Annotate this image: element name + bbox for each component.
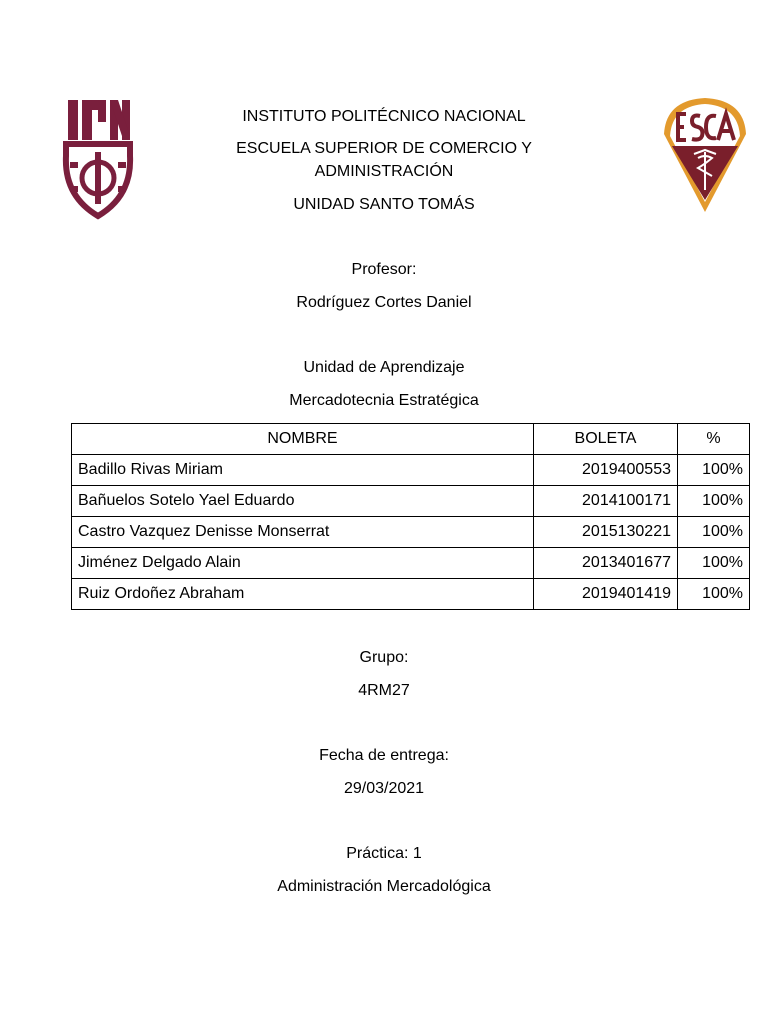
professor-label: Profesor: [351,261,417,278]
column-header-percent: % [678,424,750,455]
group-label: Grupo: [359,649,409,666]
member-percent: 100% [678,548,750,579]
member-boleta: 2013401677 [534,548,678,579]
member-name: Ruiz Ordoñez Abraham [72,579,534,610]
school-name-line2: ADMINISTRACIÓN [314,163,454,180]
member-name: Castro Vazquez Denisse Monserrat [72,517,534,548]
member-name: Jiménez Delgado Alain [72,548,534,579]
members-table [71,423,750,610]
practice-label: Práctica: 1 [346,845,422,862]
due-date-label: Fecha de entrega: [319,747,449,764]
school-name-line1: ESCUELA SUPERIOR DE COMERCIO Y [236,140,532,157]
course-label: Unidad de Aprendizaje [303,359,465,376]
table-row [72,548,750,579]
group-value: 4RM27 [358,682,410,699]
member-percent: 100% [678,517,750,548]
column-header-boleta: BOLETA [534,424,678,455]
member-name: Badillo Rivas Miriam [72,455,534,486]
table-row [72,486,750,517]
due-date-value: 29/03/2021 [343,780,425,797]
professor-name: Rodríguez Cortes Daniel [296,294,472,311]
practice-title: Administración Mercadológica [277,878,491,895]
member-percent: 100% [678,486,750,517]
table-row [72,579,750,610]
member-boleta: 2019400553 [534,455,678,486]
unit-name: UNIDAD SANTO TOMÁS [293,196,475,213]
member-boleta: 2019401419 [534,579,678,610]
table-header-row [72,424,750,455]
member-boleta: 2015130221 [534,517,678,548]
member-percent: 100% [678,455,750,486]
course-name: Mercadotecnia Estratégica [289,392,479,409]
member-boleta: 2014100171 [534,486,678,517]
member-percent: 100% [678,579,750,610]
table-row [72,455,750,486]
table-row [72,517,750,548]
institute-title: INSTITUTO POLITÉCNICO NACIONAL [242,108,526,125]
column-header-name: NOMBRE [72,424,534,455]
member-name: Bañuelos Sotelo Yael Eduardo [72,486,534,517]
